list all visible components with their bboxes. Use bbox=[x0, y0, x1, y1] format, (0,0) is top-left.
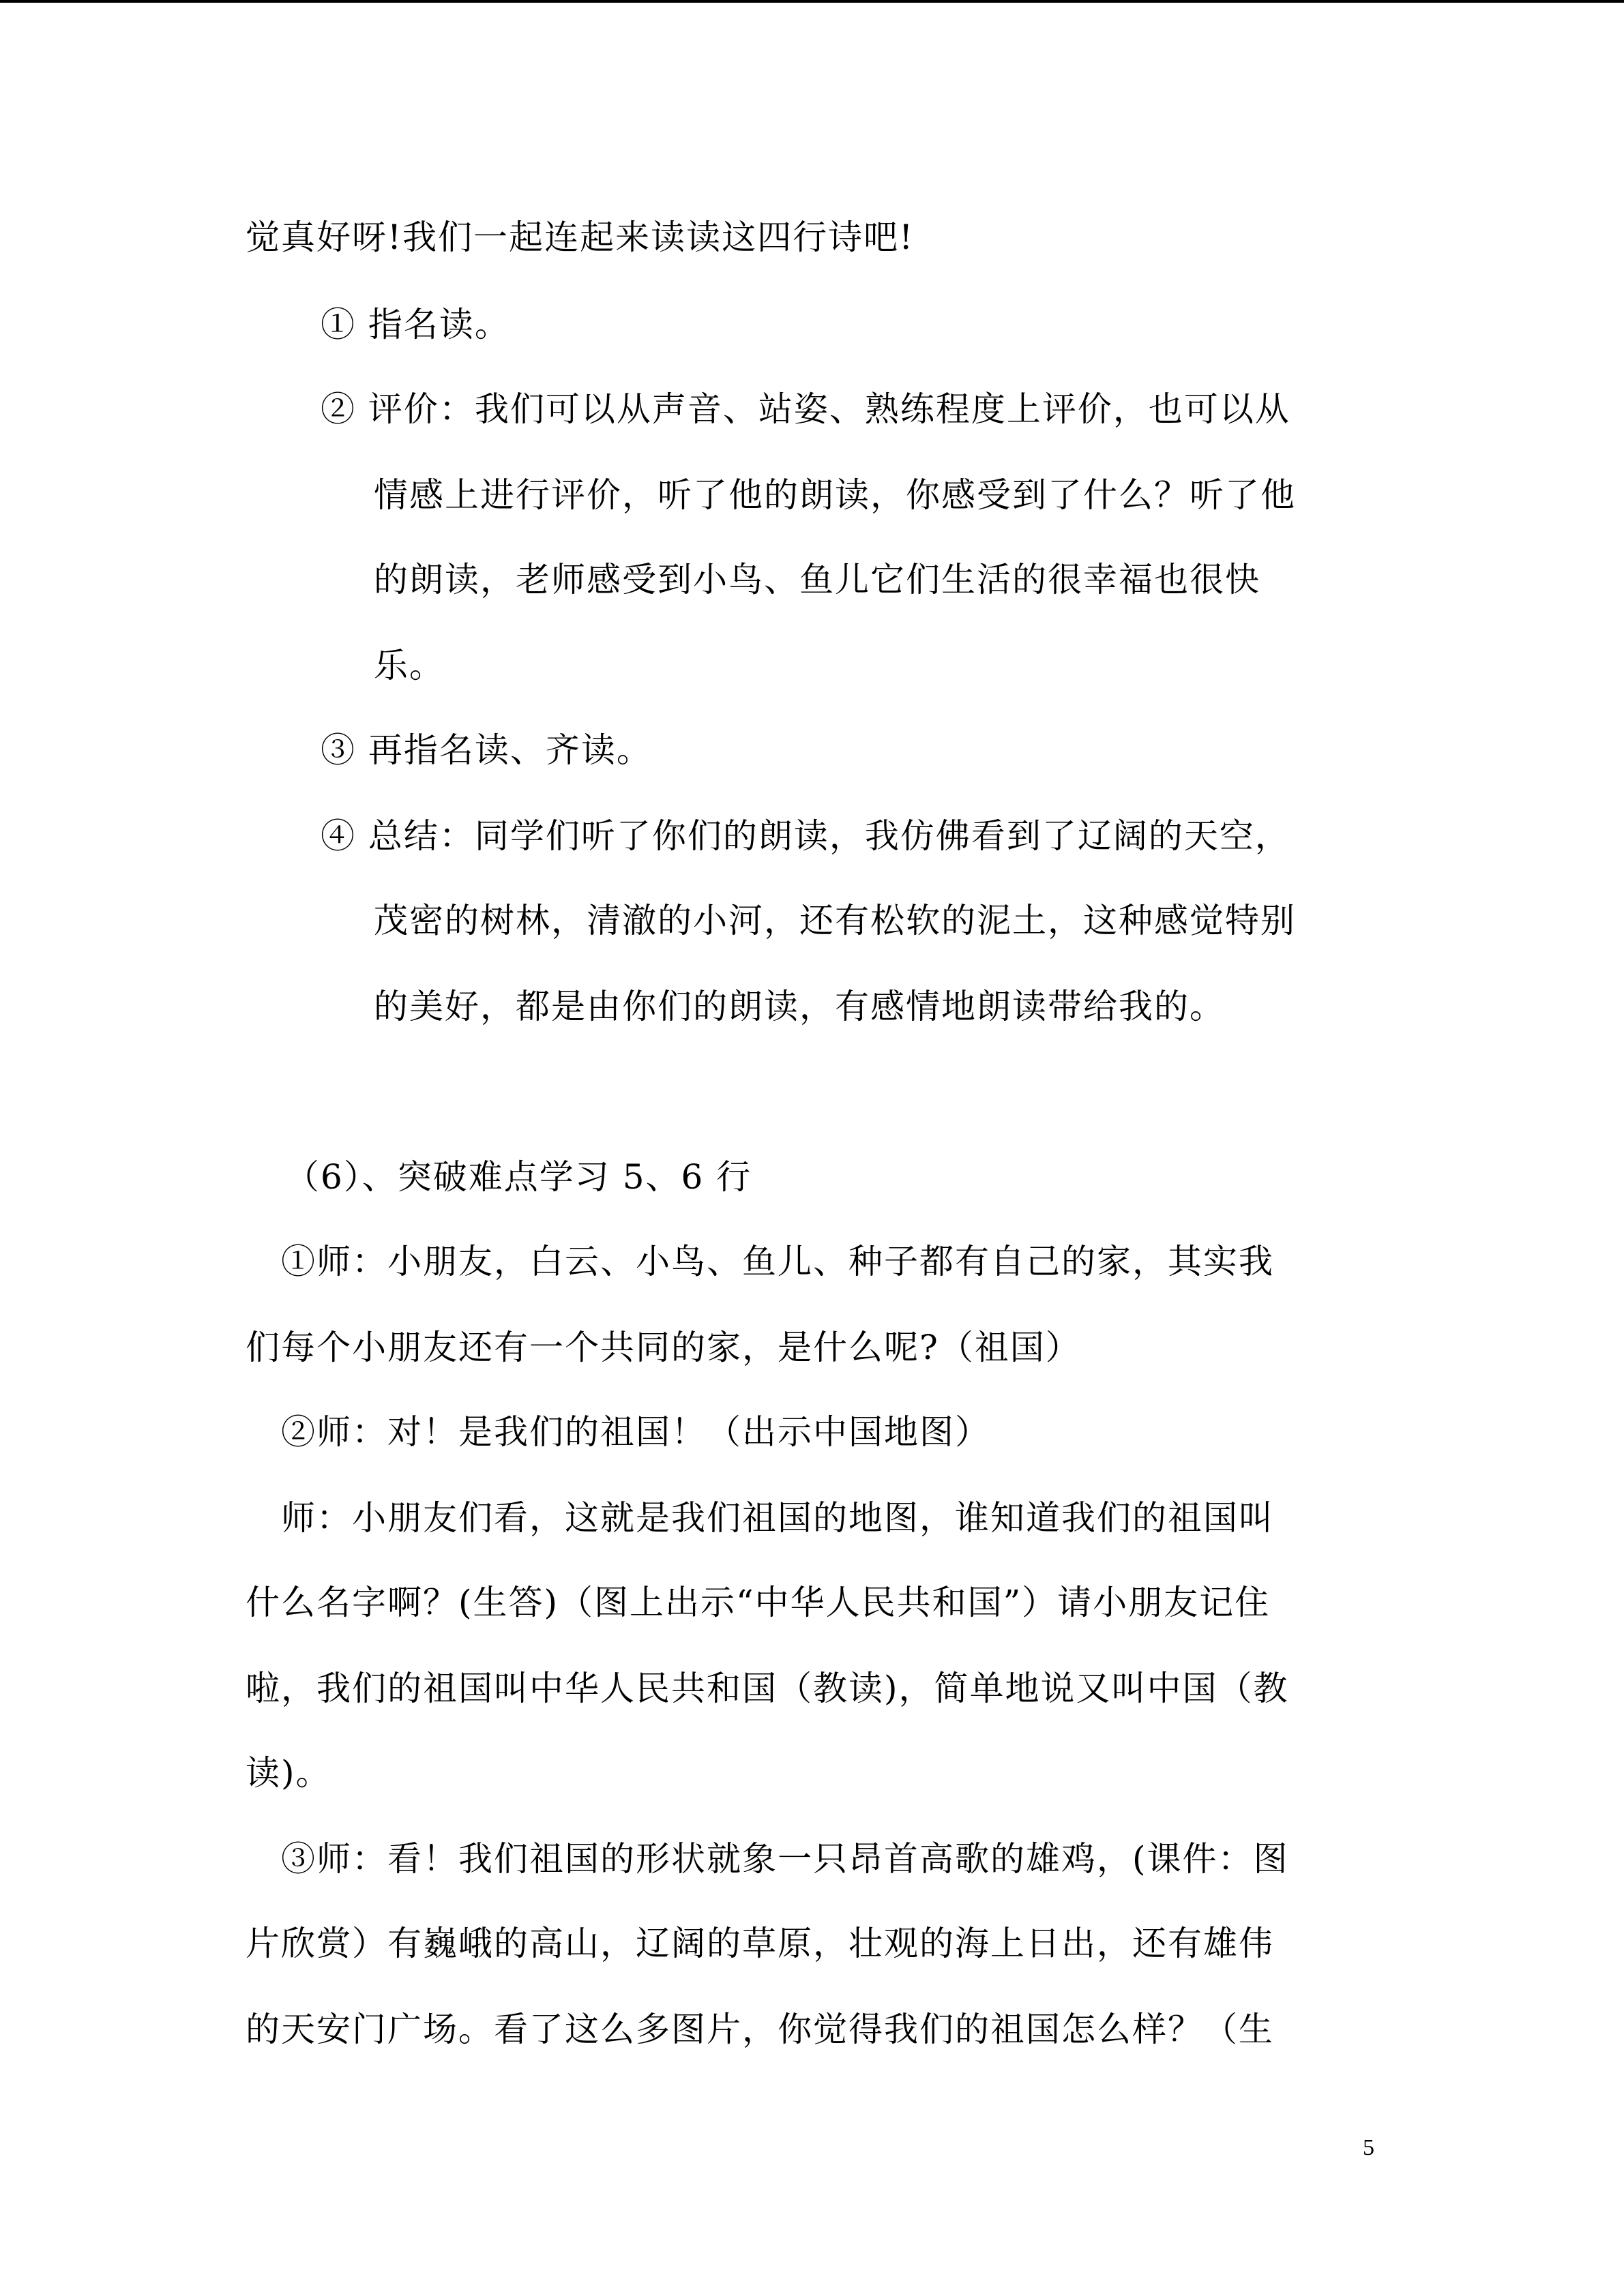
paragraph-line: 们每个小朋友还有一个共同的家，是什么呢?（祖国） bbox=[246, 1328, 1081, 1367]
text-line: 觉真好呀!我们一起连起来读读这四行诗吧! bbox=[246, 218, 915, 257]
page-number: 5 bbox=[1363, 2135, 1374, 2160]
text-line: 乐。 bbox=[374, 646, 445, 685]
page-top-border bbox=[0, 0, 1624, 3]
paragraph-line: 片欣赏）有巍峨的高山，辽阔的草原，壮观的海上日出，还有雄伟 bbox=[246, 1924, 1274, 1963]
text-line: 的美好，都是由你们的朗读，有感情地朗读带给我的。 bbox=[374, 987, 1225, 1026]
paragraph-line: 的天安门广场。看了这么多图片，你觉得我们的祖国怎么样？（生 bbox=[246, 2010, 1274, 2049]
paragraph-line: 师：小朋友们看，这就是我们祖国的地图，谁知道我们的祖国叫 bbox=[281, 1498, 1274, 1538]
text-line: 的朗读，老师感受到小鸟、鱼儿它们生活的很幸福也很快 bbox=[374, 560, 1260, 599]
text-line: 情感上进行评价，听了他的朗读，你感受到了什么？听了他 bbox=[374, 475, 1296, 515]
paragraph-line: ①师：小朋友，白云、小鸟、鱼儿、种子都有自己的家，其实我 bbox=[281, 1242, 1274, 1281]
list-item-1: ① 指名读。 bbox=[321, 305, 510, 344]
paragraph-line: 什么名字啊？(生答)（图上出示“中华人民共和国”）请小朋友记住 bbox=[246, 1583, 1271, 1622]
paragraph-line: 啦，我们的祖国叫中华人民共和国（教读)，简单地说又叫中国（教 bbox=[246, 1669, 1289, 1708]
paragraph-line: ③师：看！我们祖国的形状就象一只昂首高歌的雄鸡，(课件：图 bbox=[281, 1839, 1289, 1879]
list-item-3: ③ 再指名读、齐读。 bbox=[321, 730, 652, 770]
text-line: 茂密的树林，清澈的小河，还有松软的泥土，这种感觉特别 bbox=[374, 901, 1296, 940]
list-item-4: ④ 总结：同学们听了你们的朗读，我仿佛看到了辽阔的天空， bbox=[321, 816, 1290, 856]
paragraph-line: ②师：对！是我们的祖国！（出示中国地图） bbox=[281, 1412, 990, 1452]
list-item-2: ② 评价：我们可以从声音、站姿、熟练程度上评价，也可以从 bbox=[321, 389, 1290, 429]
section-heading: （6）、突破难点学习 5、6 行 bbox=[285, 1157, 752, 1197]
paragraph-line: 读)。 bbox=[246, 1753, 331, 1793]
